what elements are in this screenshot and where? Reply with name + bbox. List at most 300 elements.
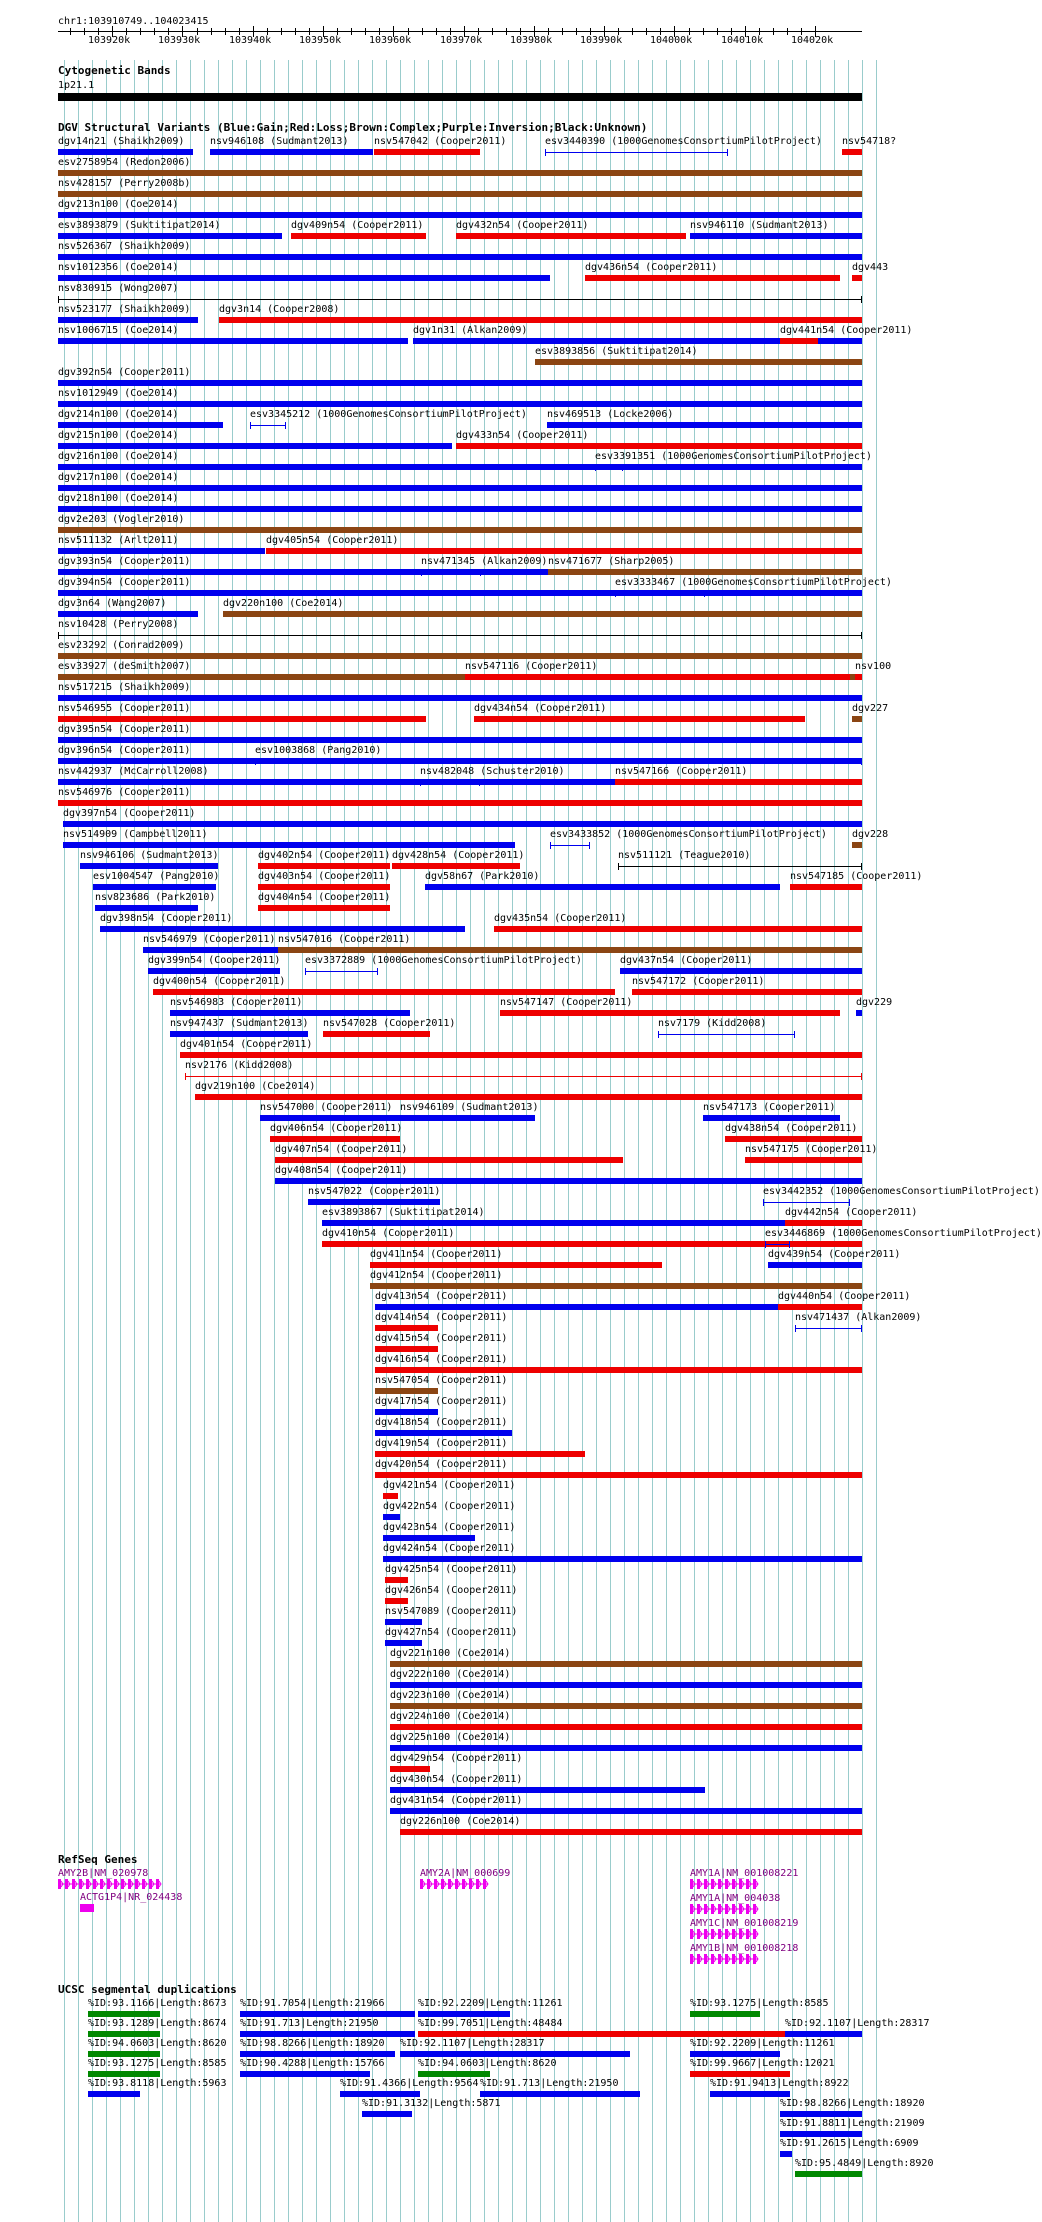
dgv-variant-label[interactable]: nsv547022 (Cooper2011) [308,1186,441,1197]
dgv-variant-label[interactable]: dgv410n54 (Cooper2011) [322,1228,455,1239]
dgv-variant-bar[interactable] [260,1115,400,1121]
dgv-variant-label[interactable]: esv3893867 (Suktitipat2014) [322,1207,485,1218]
dgv-variant-label[interactable]: dgv3n64 (Wang2007) [58,598,167,609]
dgv-variant-label[interactable]: nsv946108 (Sudmant2013) [210,136,349,147]
dgv-variant-label[interactable]: nsv517215 (Shaikh2009) [58,682,191,693]
dgv-variant-label[interactable]: dgv433n54 (Cooper2011) [456,430,589,441]
dgv-variant-bar[interactable] [58,380,862,386]
segdup-bar[interactable] [240,2031,415,2037]
dgv-variant-label[interactable]: dgv419n54 (Cooper2011) [375,1438,508,1449]
dgv-variant-bar[interactable] [400,1115,535,1121]
dgv-variant-label[interactable]: nsv546983 (Cooper2011) [170,997,303,1008]
segdup-bar[interactable] [88,2071,160,2077]
dgv-variant-label[interactable]: dgv221n100 (Coe2014) [390,1648,511,1659]
segdup-bar[interactable] [418,2071,490,2077]
refseq-gene-exon[interactable] [746,1879,749,1889]
dgv-variant-bar[interactable] [615,779,862,785]
dgv-variant-label[interactable]: dgv411n54 (Cooper2011) [370,1249,503,1260]
dgv-variant-bar[interactable] [400,1829,862,1835]
dgv-variant-bar[interactable] [375,1388,438,1394]
dgv-variant-label[interactable]: esv23292 (Conrad2009) [58,640,185,651]
dgv-variant-bar[interactable] [390,1661,862,1667]
dgv-variant-label[interactable]: esv3372889 (1000GenomesConsortiumPilotProject) [305,955,582,966]
dgv-variant-bar[interactable] [390,1808,862,1814]
refseq-gene-exon[interactable] [697,1954,700,1964]
dgv-variant-label[interactable]: nsv54718? [842,136,897,147]
refseq-gene-exon[interactable] [142,1879,145,1889]
dgv-variant-bar[interactable] [852,716,862,722]
dgv-variant-label[interactable]: dgv226n100 (Coe2014) [400,1816,521,1827]
refseq-gene-exon[interactable] [739,1954,742,1964]
dgv-variant-label[interactable]: dgv395n54 (Cooper2011) [58,724,191,735]
segdup-bar[interactable] [88,2091,140,2097]
refseq-gene-label[interactable]: AMY2A|NM_000699 [420,1868,511,1879]
dgv-variant-bar[interactable] [58,338,408,344]
dgv-variant-bar[interactable] [58,317,198,323]
dgv-variant-bar[interactable] [143,947,278,953]
dgv-variant-label[interactable]: dgv214n100 (Coe2014) [58,409,179,420]
ruler-tick-label[interactable]: 103990k [580,35,623,46]
dgv-variant-label[interactable]: dgv408n54 (Cooper2011) [275,1165,408,1176]
dgv-variant-line[interactable] [795,1328,862,1329]
dgv-variant-bar[interactable] [58,422,223,428]
dgv-variant-bar[interactable] [385,1577,408,1583]
refseq-gene-exon[interactable] [718,1929,721,1939]
refseq-gene-exon[interactable] [732,1954,735,1964]
dgv-variant-line[interactable] [421,572,481,573]
dgv-variant-bar[interactable] [258,863,390,869]
dgv-variant-bar[interactable] [383,1493,398,1499]
segdup-bar[interactable] [88,2031,160,2037]
segdup-label[interactable]: %ID:93.1166|Length:8673 [88,1998,227,2009]
segdup-label[interactable]: %ID:94.0603|Length:8620 [418,2058,557,2069]
dgv-variant-label[interactable]: dgv403n54 (Cooper2011) [258,871,391,882]
segdup-bar[interactable] [400,2051,630,2057]
dgv-variant-label[interactable]: dgv216n100 (Coe2014) [58,451,179,462]
refseq-gene-exon[interactable] [93,1879,96,1889]
dgv-variant-label[interactable]: dgv3n14 (Cooper2008) [219,304,340,315]
dgv-variant-bar[interactable] [375,1430,512,1436]
segdup-bar[interactable] [795,2171,862,2177]
dgv-variant-label[interactable]: nsv7179 (Kidd2008) [658,1018,767,1029]
dgv-variant-bar[interactable] [842,149,862,155]
dgv-variant-bar[interactable] [58,233,282,239]
dgv-variant-bar[interactable] [270,1136,400,1142]
dgv-variant-label[interactable]: nsv469513 (Locke2006) [547,409,674,420]
dgv-variant-label[interactable]: nsv546976 (Cooper2011) [58,787,191,798]
dgv-variant-label[interactable]: esv3433852 (1000GenomesConsortiumPilotProject) [550,829,827,840]
dgv-variant-label[interactable]: nsv946110 (Sudmant2013) [690,220,829,231]
dgv-variant-bar[interactable] [375,1472,862,1478]
dgv-variant-label[interactable]: nsv1012356 (Coe2014) [58,262,179,273]
dgv-variant-label[interactable]: dgv222n100 (Coe2014) [390,1669,511,1680]
dgv-variant-label[interactable]: nsv547185 (Cooper2011) [790,871,923,882]
refseq-gene-exon[interactable] [739,1929,742,1939]
dgv-variant-label[interactable]: dgv422n54 (Cooper2011) [383,1501,516,1512]
dgv-variant-bar[interactable] [58,590,862,596]
dgv-variant-label[interactable]: dgv440n54 (Cooper2011) [778,1291,911,1302]
dgv-variant-label[interactable]: nsv547042 (Cooper2011) [374,136,507,147]
segdup-bar[interactable] [88,2051,160,2057]
dgv-variant-label[interactable]: dgv213n100 (Coe2014) [58,199,179,210]
dgv-variant-bar[interactable] [153,989,615,995]
dgv-variant-label[interactable]: dgv427n54 (Cooper2011) [385,1627,518,1638]
dgv-variant-label[interactable]: dgv218n100 (Coe2014) [58,493,179,504]
dgv-variant-label[interactable]: dgv417n54 (Cooper2011) [375,1396,508,1407]
dgv-variant-bar[interactable] [180,1052,862,1058]
dgv-variant-label[interactable]: dgv441n54 (Cooper2011) [780,325,913,336]
segdup-label[interactable]: %ID:91.2615|Length:6909 [780,2138,919,2149]
dgv-variant-label[interactable]: nsv547028 (Cooper2011) [323,1018,456,1029]
dgv-variant-label[interactable]: dgv430n54 (Cooper2011) [390,1774,523,1785]
refseq-gene-exon[interactable] [725,1879,728,1889]
dgv-variant-label[interactable]: dgv402n54 (Cooper2011) [258,850,391,861]
refseq-gene-exon[interactable] [718,1954,721,1964]
dgv-variant-bar[interactable] [58,191,862,197]
segdup-bar[interactable] [88,2011,160,2017]
ruler-tick-label[interactable]: 104020k [791,35,834,46]
refseq-gene-exon[interactable] [711,1904,714,1914]
dgv-variant-bar[interactable] [778,1304,862,1310]
segdup-label[interactable]: %ID:92.1107|Length:28317 [785,2018,930,2029]
segdup-label[interactable]: %ID:98.8266|Length:18920 [780,2098,925,2109]
dgv-variant-label[interactable]: nsv547175 (Cooper2011) [745,1144,878,1155]
refseq-gene-exon[interactable] [704,1954,707,1964]
segdup-bar[interactable] [240,2011,415,2017]
dgv-variant-bar[interactable] [383,1514,400,1520]
dgv-variant-label[interactable]: dgv405n54 (Cooper2011) [266,535,399,546]
segdup-label[interactable]: %ID:93.8118|Length:5963 [88,2078,227,2089]
dgv-variant-label[interactable]: dgv407n54 (Cooper2011) [275,1144,408,1155]
refseq-gene-label[interactable]: AMY2B|NM_020978 [58,1868,149,1879]
dgv-variant-label[interactable]: nsv428157 (Perry2008b) [58,178,191,189]
dgv-variant-bar[interactable] [383,1535,475,1541]
dgv-variant-bar[interactable] [790,884,862,890]
dgv-variant-label[interactable]: dgv58n67 (Park2010) [425,871,540,882]
dgv-variant-bar[interactable] [385,1619,422,1625]
dgv-variant-label[interactable]: dgv227 [852,703,889,714]
dgv-variant-bar[interactable] [58,800,862,806]
dgv-variant-bar[interactable] [275,1178,862,1184]
dgv-variant-bar[interactable] [390,1766,430,1772]
refseq-gene-exon[interactable] [753,1954,756,1964]
dgv-variant-bar[interactable] [58,653,862,659]
segdup-bar[interactable] [780,2151,792,2157]
dgv-variant-label[interactable]: dgv438n54 (Cooper2011) [725,1123,858,1134]
dgv-variant-label[interactable]: esv2758954 (Redon2006) [58,157,191,168]
refseq-gene-exon[interactable] [732,1879,735,1889]
dgv-variant-bar[interactable] [690,233,862,239]
dgv-variant-bar[interactable] [745,1157,862,1163]
dgv-variant-label[interactable]: dgv424n54 (Cooper2011) [383,1543,516,1554]
segdup-label[interactable]: %ID:95.4849|Length:8920 [795,2158,934,2169]
dgv-variant-label[interactable]: dgv414n54 (Cooper2011) [375,1312,508,1323]
dgv-variant-bar[interactable] [278,947,862,953]
dgv-variant-label[interactable]: dgv14n21 (Shaikh2009) [58,136,185,147]
refseq-gene-exon[interactable] [448,1879,451,1889]
segdup-label[interactable]: %ID:92.2209|Length:11261 [418,1998,563,2009]
refseq-gene-label[interactable]: AMY1A|NM_001008221 [690,1868,799,1879]
segdup-label[interactable]: %ID:94.0603|Length:8620 [88,2038,227,2049]
dgv-variant-label[interactable]: dgv439n54 (Cooper2011) [768,1249,901,1260]
dgv-variant-bar[interactable] [148,968,280,974]
dgv-variant-label[interactable]: nsv947437 (Sudmant2013) [170,1018,309,1029]
ruler-tick-label[interactable]: 103950k [299,35,342,46]
dgv-variant-label[interactable]: esv3440390 (1000GenomesConsortiumPilotProject) [545,136,822,147]
refseq-gene-exon[interactable] [746,1929,749,1939]
refseq-gene-exon[interactable] [420,1879,423,1889]
dgv-variant-bar[interactable] [375,1325,438,1331]
dgv-variant-label[interactable]: dgv415n54 (Cooper2011) [375,1333,508,1344]
dgv-variant-label[interactable]: dgv442n54 (Cooper2011) [785,1207,918,1218]
segdup-label[interactable]: %ID:91.3132|Length:5871 [362,2098,501,2109]
dgv-variant-bar[interactable] [856,1010,862,1016]
dgv-variant-bar[interactable] [547,422,862,428]
refseq-gene-exon[interactable] [121,1879,124,1889]
dgv-variant-bar[interactable] [63,842,515,848]
dgv-variant-label[interactable]: nsv547016 (Cooper2011) [278,934,411,945]
dgv-variant-label[interactable]: dgv416n54 (Cooper2011) [375,1354,508,1365]
dgv-variant-bar[interactable] [58,695,862,701]
segdup-bar[interactable] [418,2011,510,2017]
dgv-variant-line[interactable] [250,425,286,426]
dgv-variant-bar[interactable] [170,1010,410,1016]
refseq-gene-exon[interactable] [469,1879,472,1889]
dgv-variant-label[interactable]: esv3442352 (1000GenomesConsortiumPilotProject) [763,1186,1040,1197]
refseq-gene-exon[interactable] [697,1904,700,1914]
dgv-variant-label[interactable]: dgv223n100 (Coe2014) [390,1690,511,1701]
dgv-variant-label[interactable]: dgv425n54 (Cooper2011) [385,1564,518,1575]
segdup-bar[interactable] [240,2051,395,2057]
refseq-gene-exon[interactable] [690,1904,693,1914]
dgv-variant-label[interactable]: nsv471677 (Sharp2005) [548,556,675,567]
dgv-variant-line[interactable] [550,845,590,846]
dgv-variant-bar[interactable] [275,1157,623,1163]
refseq-gene-exon[interactable] [704,1904,707,1914]
dgv-variant-label[interactable]: esv33927 (deSmith2007) [58,661,191,672]
dgv-variant-bar[interactable] [223,611,862,617]
refseq-gene-exon[interactable] [80,1904,94,1912]
dgv-variant-label[interactable]: dgv394n54 (Cooper2011) [58,577,191,588]
refseq-gene-label[interactable]: AMY1A|NM_004038 [690,1893,781,1904]
segdup-bar[interactable] [480,2091,640,2097]
dgv-variant-line[interactable] [615,593,705,594]
dgv-variant-bar[interactable] [385,1640,422,1646]
dgv-variant-bar[interactable] [390,1724,862,1730]
dgv-variant-label[interactable]: nsv2176 (Kidd2008) [185,1060,294,1071]
cytoband-bar[interactable] [58,93,862,101]
dgv-variant-bar[interactable] [370,1262,662,1268]
dgv-variant-label[interactable]: nsv546979 (Cooper2011) [143,934,276,945]
dgv-variant-bar[interactable] [63,821,862,827]
dgv-variant-bar[interactable] [58,170,862,176]
refseq-gene-exon[interactable] [455,1879,458,1889]
dgv-variant-bar[interactable] [390,1703,862,1709]
dgv-variant-label[interactable]: nsv526367 (Shaikh2009) [58,241,191,252]
segdup-label[interactable]: %ID:99.9667|Length:12021 [690,2058,835,2069]
refseq-gene-exon[interactable] [697,1879,700,1889]
segdup-label[interactable]: %ID:93.1289|Length:8674 [88,2018,227,2029]
dgv-variant-line[interactable] [58,299,862,300]
refseq-gene-exon[interactable] [739,1904,742,1914]
segdup-bar[interactable] [785,2031,862,2037]
dgv-variant-bar[interactable] [58,401,862,407]
dgv-variant-bar[interactable] [322,1220,862,1226]
segdup-label[interactable]: %ID:92.1107|Length:28317 [400,2038,545,2049]
dgv-variant-bar[interactable] [93,884,216,890]
ruler-tick-label[interactable]: 104000k [650,35,693,46]
dgv-variant-label[interactable]: esv3345212 (1000GenomesConsortiumPilotProject) [250,409,527,420]
dgv-variant-label[interactable]: nsv1012949 (Coe2014) [58,388,179,399]
dgv-variant-label[interactable]: nsv823686 (Park2010) [95,892,216,903]
dgv-variant-label[interactable]: nsv1006715 (Coe2014) [58,325,179,336]
ruler-tick-label[interactable]: 103920k [88,35,131,46]
dgv-variant-label[interactable]: nsv547116 (Cooper2011) [465,661,598,672]
segdup-label[interactable]: %ID:92.2209|Length:11261 [690,2038,835,2049]
dgv-variant-label[interactable]: nsv514909 (Campbell2011) [63,829,208,840]
dgv-variant-label[interactable]: esv1004547 (Pang2010) [93,871,220,882]
refseq-gene-label[interactable]: AMY1B|NM_001008218 [690,1943,799,1954]
dgv-variant-label[interactable]: nsv547089 (Cooper2011) [385,1606,518,1617]
dgv-variant-line[interactable] [58,635,862,636]
refseq-gene-exon[interactable] [704,1929,707,1939]
dgv-variant-line[interactable] [765,1244,790,1245]
segdup-bar[interactable] [240,2071,370,2077]
dgv-variant-bar[interactable] [535,359,862,365]
dgv-variant-label[interactable]: dgv436n54 (Cooper2011) [585,262,718,273]
refseq-gene-exon[interactable] [697,1929,700,1939]
segdup-label[interactable]: %ID:91.713|Length:21950 [240,2018,379,2029]
dgv-variant-label[interactable]: nsv511132 (Arlt2011) [58,535,179,546]
segdup-label[interactable]: %ID:98.8266|Length:18920 [240,2038,385,2049]
refseq-gene-exon[interactable] [739,1879,742,1889]
dgv-variant-bar[interactable] [58,212,862,218]
dgv-variant-bar[interactable] [58,464,862,470]
ruler-tick-label[interactable]: 103940k [229,35,272,46]
dgv-variant-label[interactable]: dgv399n54 (Cooper2011) [148,955,281,966]
dgv-variant-label[interactable]: nsv471345 (Alkan2009) [421,556,548,567]
refseq-gene-exon[interactable] [107,1879,110,1889]
dgv-variant-label[interactable]: dgv398n54 (Cooper2011) [100,913,233,924]
dgv-variant-label[interactable]: esv3333467 (1000GenomesConsortiumPilotProject) [615,577,892,588]
segdup-label[interactable]: %ID:99.7051|Length:48484 [418,2018,563,2029]
dgv-variant-bar[interactable] [375,1451,585,1457]
dgv-variant-label[interactable]: dgv2e203 (Vogler2010) [58,514,185,525]
dgv-variant-bar[interactable] [855,674,862,680]
segdup-bar[interactable] [780,2111,862,2117]
dgv-variant-label[interactable]: esv3893856 (Suktitipat2014) [535,346,698,357]
dgv-variant-bar[interactable] [375,1367,862,1373]
dgv-variant-bar[interactable] [456,443,862,449]
dgv-variant-label[interactable]: dgv434n54 (Cooper2011) [474,703,607,714]
dgv-variant-label[interactable]: dgv418n54 (Cooper2011) [375,1417,508,1428]
dgv-variant-bar[interactable] [768,1262,862,1268]
dgv-variant-label[interactable]: dgv437n54 (Cooper2011) [620,955,753,966]
refseq-gene-exon[interactable] [711,1879,714,1889]
dgv-variant-bar[interactable] [370,1283,862,1289]
ruler-tick-label[interactable]: 103970k [440,35,483,46]
segdup-bar[interactable] [418,2031,800,2037]
segdup-label[interactable]: %ID:91.8811|Length:21909 [780,2118,925,2129]
refseq-gene-exon[interactable] [725,1904,728,1914]
refseq-gene-exon[interactable] [100,1879,103,1889]
dgv-variant-bar[interactable] [80,863,218,869]
refseq-gene-exon[interactable] [725,1954,728,1964]
refseq-gene-exon[interactable] [690,1929,693,1939]
refseq-gene-exon[interactable] [753,1904,756,1914]
dgv-variant-bar[interactable] [58,716,426,722]
dgv-variant-label[interactable]: nsv100 [855,661,892,672]
dgv-variant-label[interactable]: nsv547166 (Cooper2011) [615,766,748,777]
ruler-tick-label[interactable]: 103980k [510,35,553,46]
dgv-variant-bar[interactable] [852,842,862,848]
dgv-variant-bar[interactable] [780,338,818,344]
dgv-variant-bar[interactable] [425,884,780,890]
dgv-variant-bar[interactable] [456,233,686,239]
dgv-variant-bar[interactable] [785,1220,862,1226]
dgv-variant-label[interactable]: dgv409n54 (Cooper2011) [291,220,424,231]
refseq-gene-exon[interactable] [72,1879,75,1889]
segdup-bar[interactable] [710,2091,790,2097]
dgv-variant-bar[interactable] [375,1346,438,1352]
dgv-variant-bar[interactable] [703,1115,840,1121]
segdup-bar[interactable] [780,2131,862,2137]
refseq-gene-exon[interactable] [483,1879,486,1889]
dgv-variant-label[interactable]: esv3446869 (1000GenomesConsortiumPilotProject) [765,1228,1042,1239]
dgv-variant-bar[interactable] [58,506,862,512]
dgv-variant-label[interactable]: dgv392n54 (Cooper2011) [58,367,191,378]
refseq-gene-exon[interactable] [753,1929,756,1939]
segdup-label[interactable]: %ID:91.713|Length:21950 [480,2078,619,2089]
refseq-gene-exon[interactable] [58,1879,61,1889]
refseq-gene-exon[interactable] [86,1879,89,1889]
dgv-variant-label[interactable]: esv3893879 (Suktitipat2014) [58,220,221,231]
dgv-variant-bar[interactable] [58,527,862,533]
dgv-variant-label[interactable]: nsv946109 (Sudmant2013) [400,1102,539,1113]
segdup-label[interactable]: %ID:93.1275|Length:8585 [690,1998,829,2009]
refseq-gene-exon[interactable] [746,1954,749,1964]
segdup-label[interactable]: %ID:91.7054|Length:21966 [240,1998,385,2009]
dgv-variant-label[interactable]: dgv435n54 (Cooper2011) [494,913,627,924]
dgv-variant-bar[interactable] [852,275,862,281]
dgv-variant-label[interactable]: dgv412n54 (Cooper2011) [370,1270,503,1281]
refseq-gene-exon[interactable] [725,1929,728,1939]
dgv-variant-bar[interactable] [390,1787,705,1793]
dgv-variant-bar[interactable] [210,149,373,155]
dgv-variant-label[interactable]: nsv546955 (Cooper2011) [58,703,191,714]
dgv-variant-label[interactable]: dgv413n54 (Cooper2011) [375,1291,508,1302]
segdup-label[interactable]: %ID:90.4288|Length:15766 [240,2058,385,2069]
refseq-gene-exon[interactable] [690,1954,693,1964]
dgv-variant-bar[interactable] [548,569,862,575]
segdup-bar[interactable] [690,2011,760,2017]
dgv-variant-label[interactable]: dgv225n100 (Coe2014) [390,1732,511,1743]
segdup-bar[interactable] [690,2071,790,2077]
dgv-variant-bar[interactable] [58,737,862,743]
dgv-variant-label[interactable]: dgv393n54 (Cooper2011) [58,556,191,567]
dgv-variant-bar[interactable] [58,149,193,155]
dgv-variant-bar[interactable] [725,1136,862,1142]
dgv-variant-label[interactable]: nsv547000 (Cooper2011) [260,1102,393,1113]
refseq-gene-exon[interactable] [704,1879,707,1889]
refseq-gene-exon[interactable] [79,1879,82,1889]
refseq-gene-exon[interactable] [65,1879,68,1889]
dgv-variant-label[interactable]: dgv217n100 (Coe2014) [58,472,179,483]
refseq-gene-exon[interactable] [746,1904,749,1914]
refseq-gene-exon[interactable] [135,1879,138,1889]
refseq-gene-exon[interactable] [753,1879,756,1889]
dgv-variant-label[interactable]: dgv431n54 (Cooper2011) [390,1795,523,1806]
